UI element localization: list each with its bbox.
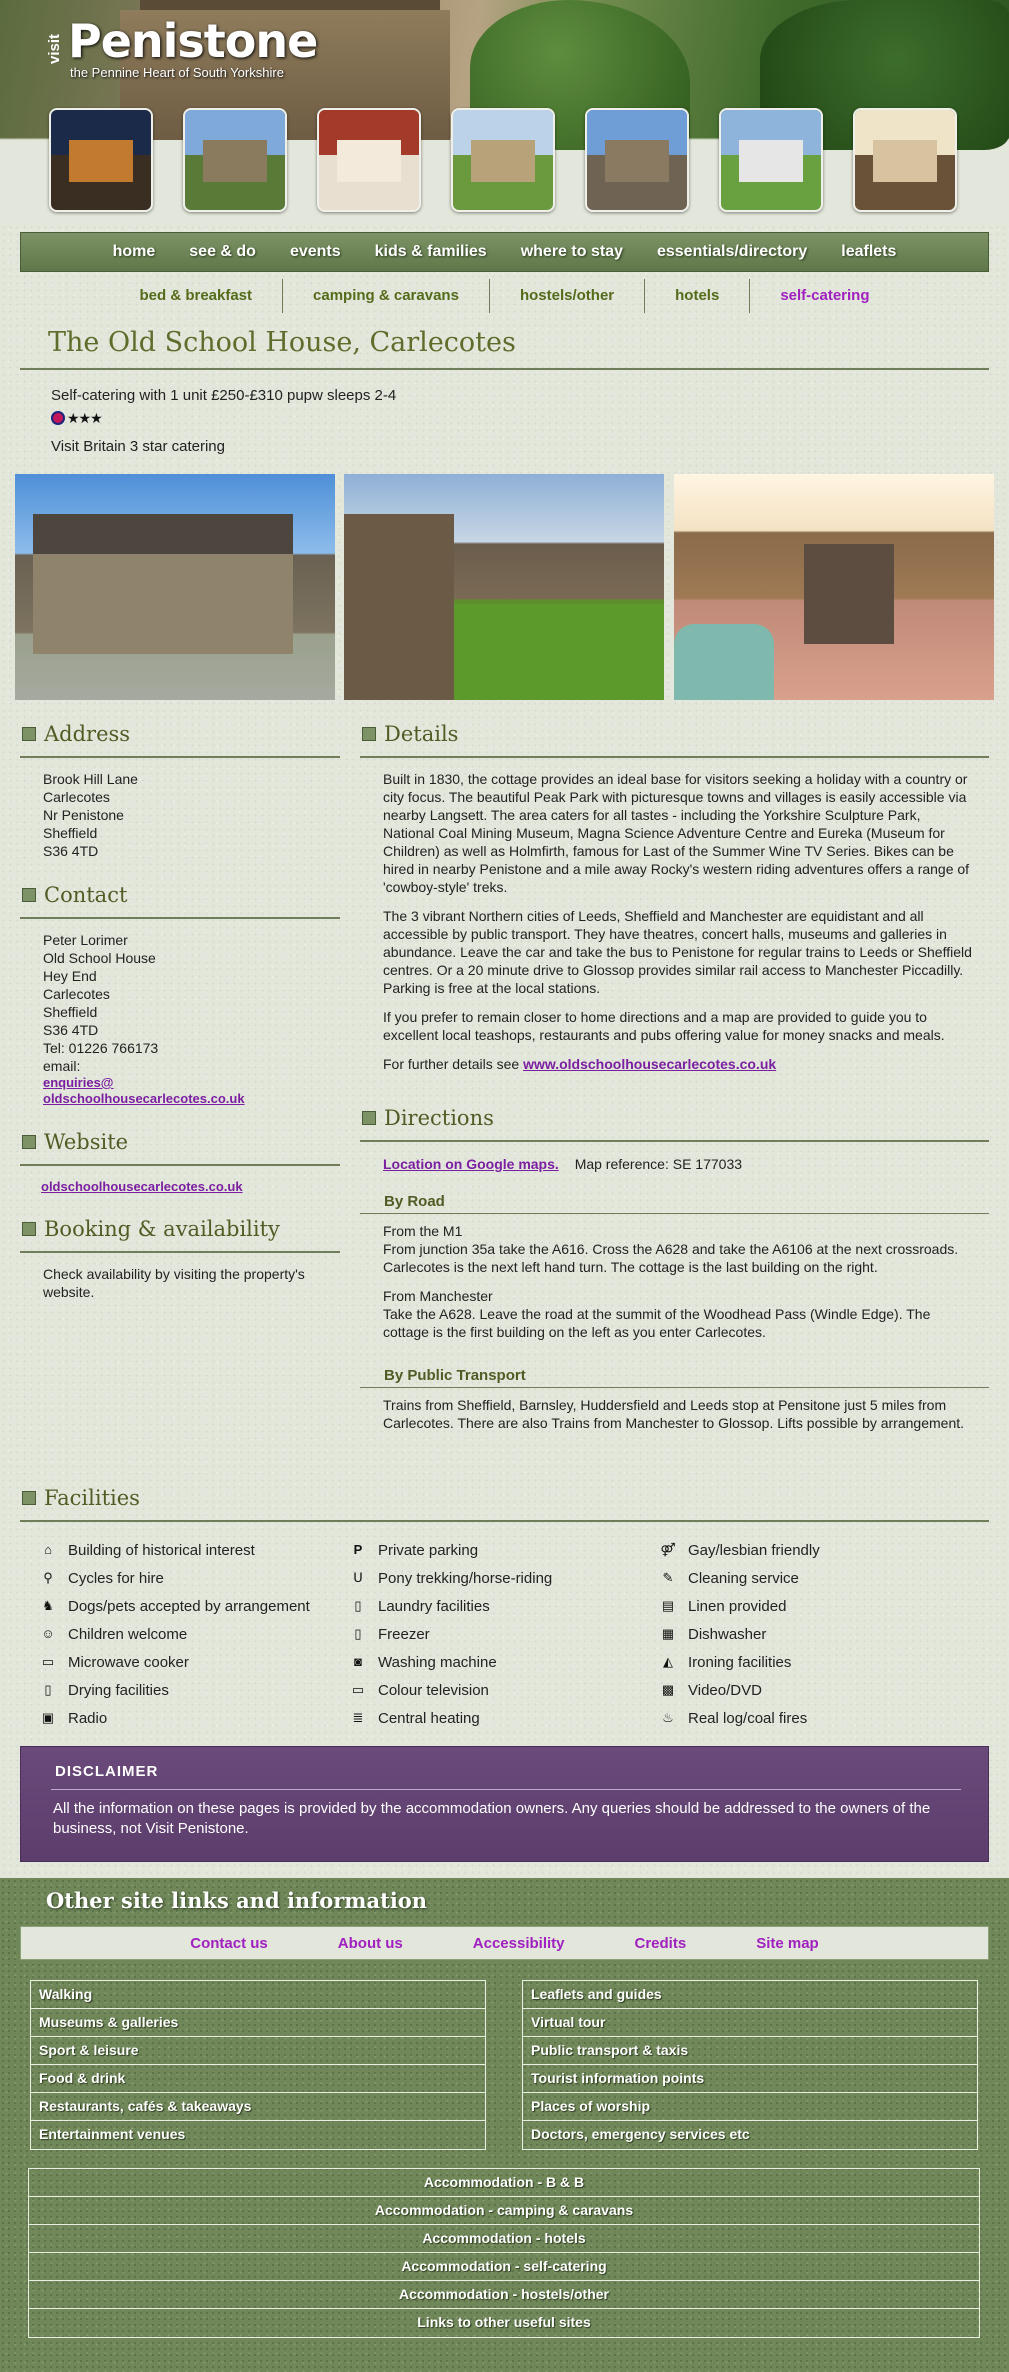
details-heading: Details xyxy=(362,722,458,746)
facility-item: ▭ Colour television xyxy=(351,1681,489,1699)
public-transport-heading: By Public Transport xyxy=(384,1367,526,1384)
footer-list-item[interactable]: Tourist information points xyxy=(523,2065,977,2093)
facility-item: ⚲ Cycles for hire xyxy=(40,1564,310,1592)
rating-text: Visit Britain 3 star catering xyxy=(51,438,225,455)
footer-list-right xyxy=(522,1980,978,2150)
header-banner xyxy=(0,0,1009,222)
footer-list-item[interactable]: Accommodation - hotels xyxy=(29,2225,979,2253)
footer-list-item[interactable]: Accommodation - camping & caravans xyxy=(29,2197,979,2225)
facility-item: ▯ Laundry facilities xyxy=(350,1592,552,1620)
contact-block: Peter Lorimer Old School House Hey End Carlecotes Sheffield S36 4TD Tel: 01226 766173 email: enquiries@ oldschoolhousecarlecotes.co.uk xyxy=(43,932,245,1106)
disclaimer-box xyxy=(20,1746,989,1862)
facility-item: P Private parking xyxy=(350,1536,552,1564)
bicycle-icon: ⚲ xyxy=(43,1570,53,1585)
thumbnail-image[interactable] xyxy=(49,108,153,212)
logo-name: Penistone xyxy=(68,14,318,68)
subnav-hostels[interactable]: hostels/other xyxy=(490,279,645,313)
thumbnail-image[interactable] xyxy=(853,108,957,212)
dishwasher-icon: ▦ xyxy=(661,1626,675,1641)
logo-visit: visit xyxy=(46,33,63,64)
facility-item: ✎ Cleaning service xyxy=(660,1564,820,1592)
address-heading: Address xyxy=(22,722,130,746)
directions-heading: Directions xyxy=(362,1106,494,1130)
nav-kids-families[interactable]: kids & families xyxy=(374,243,487,260)
heating-icon: ≣ xyxy=(352,1710,364,1725)
footer-link-sitemap[interactable]: Site map xyxy=(756,1934,819,1952)
facilities-heading: Facilities xyxy=(22,1486,140,1510)
divider xyxy=(20,756,340,758)
footer-heading: Other site links and information xyxy=(46,1888,428,1913)
bullet-square-icon xyxy=(22,888,36,902)
nav-where-to-stay[interactable]: where to stay xyxy=(520,243,623,260)
microwave-icon: ▭ xyxy=(41,1654,55,1669)
facility-item: ▭ Microwave cooker xyxy=(41,1653,189,1671)
bullet-square-icon xyxy=(22,1491,36,1505)
thumbnail-image[interactable] xyxy=(183,108,287,212)
cleaning-icon: ✎ xyxy=(662,1570,674,1585)
facility-item: Ս Pony trekking/horse-riding xyxy=(350,1564,552,1592)
booking-heading: Booking & availability xyxy=(22,1217,280,1241)
divider xyxy=(20,1164,340,1166)
thumbnail-image[interactable] xyxy=(585,108,689,212)
thumbnail-strip xyxy=(49,108,961,214)
nav-events[interactable]: events xyxy=(289,243,341,260)
thumbnail-image[interactable] xyxy=(451,108,555,212)
booking-text: Check availability by visiting the property's website. xyxy=(43,1266,305,1300)
facility-item: ▩ Video/DVD xyxy=(661,1681,762,1699)
page-title: The Old School House, Carlecotes xyxy=(48,327,516,358)
dryer-icon: ▯ xyxy=(44,1682,52,1697)
facility-item: ▯ Drying facilities xyxy=(40,1676,310,1704)
divider xyxy=(51,1789,961,1790)
footer-list-item[interactable]: Accommodation - self-catering xyxy=(29,2253,979,2281)
bullet-square-icon xyxy=(22,1222,36,1236)
listing-summary: Self-catering with 1 unit £250-£310 pupw sleeps 2-4 xyxy=(51,387,397,404)
dog-icon: ♞ xyxy=(42,1598,54,1613)
footer-list-item[interactable]: Food & drink xyxy=(31,2065,485,2093)
facility-item: ▤ Linen provided xyxy=(661,1597,787,1615)
fire-icon: ♨ xyxy=(662,1710,674,1725)
facility-item: ◙ Washing machine xyxy=(350,1648,552,1676)
website-link[interactable]: oldschoolhousecarlecotes.co.uk xyxy=(41,1179,243,1194)
child-icon: ☺ xyxy=(41,1626,55,1641)
footer-link-contact[interactable]: Contact us xyxy=(190,1934,268,1952)
footer-list-item[interactable]: Museums & galleries xyxy=(31,2009,485,2037)
subnav-bed-breakfast[interactable]: bed & breakfast xyxy=(109,279,283,313)
property-photo-lounge xyxy=(674,474,994,700)
facility-item: ≣ Central heating xyxy=(350,1704,552,1732)
nav-see-do[interactable]: see & do xyxy=(189,243,256,260)
sub-navigation xyxy=(20,278,989,314)
radio-icon: ▣ xyxy=(41,1710,55,1725)
facility-item: ▣ Radio xyxy=(41,1709,108,1727)
disclaimer-heading: DISCLAIMER xyxy=(55,1763,159,1780)
transport-text: Trains from Sheffield, Barnsley, Huddersfield and Leeds stop at Pensitone just 5 miles from Carlecotes. There are also Trains from Manchester to Glossop. Lifts possible by arrangement. xyxy=(383,1397,965,1431)
footer-list-item[interactable]: Places of worship xyxy=(523,2093,977,2121)
facility-item: ⚤ Gay/lesbian friendly xyxy=(660,1541,820,1559)
iron-icon: ◭ xyxy=(663,1654,673,1669)
nav-home[interactable]: home xyxy=(112,243,156,260)
main-navigation xyxy=(20,232,989,272)
footer-list-item[interactable]: Restaurants, cafés & takeaways xyxy=(31,2093,485,2121)
subnav-hotels[interactable]: hotels xyxy=(645,279,750,313)
facility-item: ◭ Ironing facilities xyxy=(660,1648,820,1676)
footer-list-item[interactable]: Sport & leisure xyxy=(31,2037,485,2065)
linen-icon: ▤ xyxy=(661,1598,675,1613)
facility-item: ♞ Dogs/pets accepted by arrangement xyxy=(40,1592,310,1620)
footer-list-item[interactable]: Entertainment venues xyxy=(39,2126,186,2142)
divider xyxy=(360,1213,989,1214)
washing-machine-icon: ◙ xyxy=(354,1654,362,1669)
disclaimer-text: All the information on these pages is provided by the accommodation owners. Any queries should be addressed to the owners of the business, not Visit Penistone. xyxy=(53,1800,931,1837)
subnav-camping[interactable]: camping & caravans xyxy=(283,279,490,313)
bullet-square-icon xyxy=(362,1111,376,1125)
divider xyxy=(20,917,340,919)
footer-accommodation-list xyxy=(28,2168,980,2338)
divider xyxy=(20,368,989,370)
gay-friendly-icon: ⚤ xyxy=(660,1542,676,1557)
details-text: Built in 1830, the cottage provides an ideal base for visitors seeking a holiday with a country or city focus. The beautiful Peak Park with picturesque towns and villages is easily accessible via nearby Langsett. The area caters for all tastes - including the Yorkshire Sculpture Park, National Coal Mining Museum, Magna Science Adventure Centre and Eureka (Museum for Children) as well as Holmfirth, famous for Last of the Summer Wine TV Series. Bikes can be hired in nearby Penistone and a mile away Rocky's western riding adventures offers a range of 'cowboy-style' treks. The 3 vibrant Northern cities of Leeds, Sheffield and Manchester are equidistant and all accessible by public transport. They have theatres, concert halls, museums and galleries in abundance. Leave the car and take the bus to Penistone for regular trains to Leeds or Sheffield centres. Or a 20 minute drive to Glossop provides similar rail access to Manchester Piccadilly. Parking is free at the local stations. If you prefer to remain closer to home directions and a map are provided to guide you to excellent local teashops, restaurants and pubs offering value for money snacks and meals. For further details see www.oldschoolhousecarlecotes.co.uk xyxy=(383,771,972,1072)
google-maps-link[interactable]: Location on Google maps. xyxy=(383,1156,559,1172)
footer-link-about[interactable]: About us xyxy=(337,1934,403,1952)
divider xyxy=(360,756,989,758)
website-heading: Website xyxy=(22,1130,128,1154)
bullet-square-icon xyxy=(362,727,376,741)
email-link[interactable]: enquiries@ oldschoolhousecarlecotes.co.uk xyxy=(43,1075,245,1106)
footer-list-left xyxy=(30,1980,486,2150)
map-line: Location on Google maps. Map reference: SE 177033 xyxy=(383,1156,743,1172)
footer-list-item[interactable]: Virtual tour xyxy=(523,2009,977,2037)
divider xyxy=(360,1387,989,1388)
footer-list-item[interactable]: Accommodation - B & B xyxy=(29,2169,979,2197)
footer xyxy=(0,1878,1009,2372)
property-photo-exterior xyxy=(15,474,335,700)
divider xyxy=(20,1251,340,1253)
contact-heading: Contact xyxy=(22,883,127,907)
address-block: Brook Hill Lane Carlecotes Nr Penistone Sheffield S36 4TD xyxy=(43,771,138,859)
facility-item: ☺ Children welcome xyxy=(41,1625,188,1643)
freezer-icon: ▯ xyxy=(354,1626,362,1641)
logo-tagline: the Pennine Heart of South Yorkshire xyxy=(70,65,284,80)
bullet-square-icon xyxy=(22,727,36,741)
footer-list-item[interactable]: Doctors, emergency services etc xyxy=(531,2126,750,2142)
footer-link-accessibility[interactable]: Accessibility xyxy=(472,1934,565,1952)
footer-list-item[interactable]: Links to other useful sites xyxy=(417,2314,591,2330)
nav-leaflets[interactable]: leaflets xyxy=(841,243,897,260)
facility-item: ▦ Dishwasher xyxy=(661,1625,767,1643)
bullet-square-icon xyxy=(22,1135,36,1149)
footer-link-credits[interactable]: Credits xyxy=(634,1934,687,1952)
details-website-link[interactable]: www.oldschoolhousecarlecotes.co.uk xyxy=(523,1056,777,1072)
facilities-column xyxy=(350,1536,552,1732)
thumbnail-image[interactable] xyxy=(317,108,421,212)
laundry-icon: ▯ xyxy=(354,1598,362,1613)
facility-item: ▯ Freezer xyxy=(350,1620,552,1648)
footer-list-item[interactable]: Walking xyxy=(31,1981,485,2009)
building-icon: ⌂ xyxy=(44,1542,52,1557)
facilities-column xyxy=(40,1536,310,1732)
by-road-heading: By Road xyxy=(384,1193,445,1210)
thumbnail-image[interactable] xyxy=(719,108,823,212)
nav-essentials[interactable]: essentials/directory xyxy=(656,243,808,260)
property-photo-garden xyxy=(344,474,664,700)
divider xyxy=(360,1140,989,1142)
visit-britain-badge-icon xyxy=(51,411,65,425)
divider xyxy=(20,1520,989,1522)
footer-list-item[interactable]: Leaflets and guides xyxy=(523,1981,977,2009)
footer-list-item[interactable]: Accommodation - hostels/other xyxy=(29,2281,979,2309)
facility-item: ⌂ Building of historical interest xyxy=(40,1536,310,1564)
star-rating xyxy=(51,410,102,426)
stars-icon: ★★★ xyxy=(67,409,102,426)
facilities-column xyxy=(660,1536,820,1732)
facility-item: ♨ Real log/coal fires xyxy=(660,1704,820,1732)
video-icon: ▩ xyxy=(661,1682,675,1697)
television-icon: ▭ xyxy=(351,1682,365,1697)
subnav-self-catering[interactable]: self-catering xyxy=(780,287,870,304)
facilities-list xyxy=(40,1536,980,1736)
footer-list-item[interactable]: Public transport & taxis xyxy=(523,2037,977,2065)
road-directions: From the M1 From junction 35a take the A616. Cross the A628 and take the A6106 at the next crossroads. Carlecotes is the next left hand turn. The cottage is the last building on the right. From Manchester Take the A628. Leave the road at the summit of the Woodhead Pass (Windle Edge). The cottage is the first building on the left as you enter Carlecotes. xyxy=(383,1223,959,1340)
horseshoe-icon: Ս xyxy=(353,1570,363,1585)
parking-icon: P xyxy=(353,1542,363,1557)
footer-link-bar xyxy=(20,1926,989,1960)
